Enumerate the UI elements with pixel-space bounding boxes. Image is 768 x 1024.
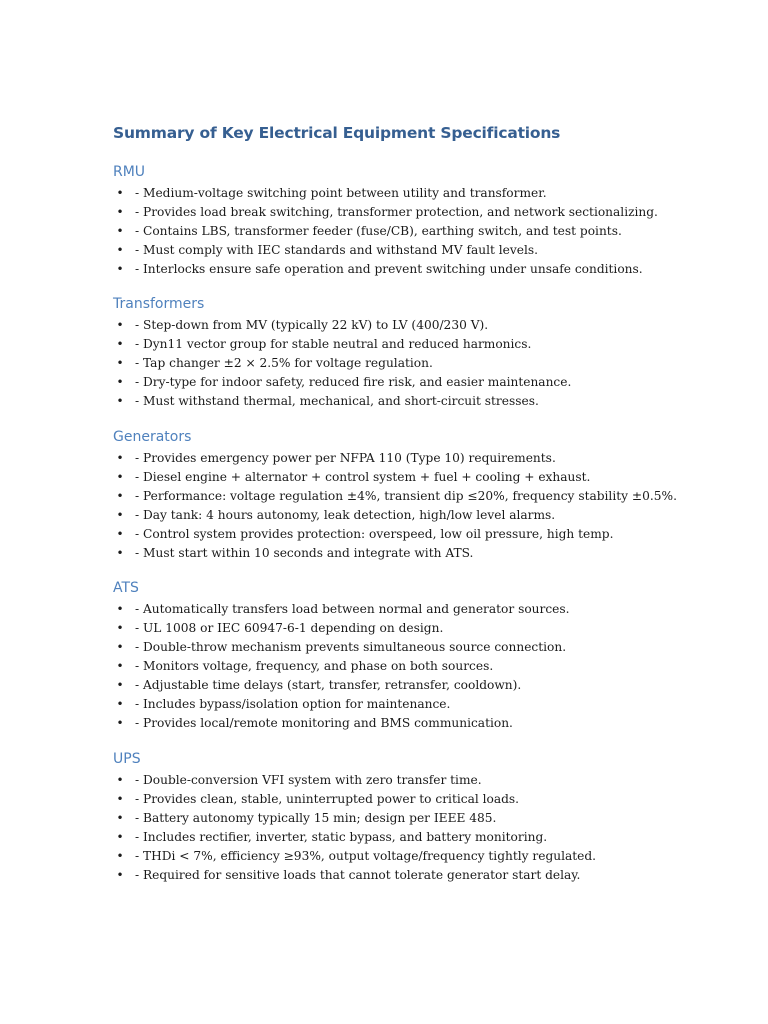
bullet-text: - UL 1008 or IEC 60947-6-1 depending on design.	[135, 621, 444, 635]
bullet-text: - Provides emergency power per NFPA 110 (Type 10) requirements.	[135, 451, 556, 465]
bullet-icon: •	[116, 224, 124, 238]
bullet-icon: •	[116, 621, 124, 635]
bullet-icon: •	[116, 470, 124, 484]
bullet-icon: •	[116, 640, 124, 654]
bullet-item	[113, 866, 733, 885]
bullet-item	[113, 184, 733, 203]
bullet-item	[113, 335, 733, 354]
bullet-list	[113, 771, 733, 885]
bullet-icon: •	[116, 716, 124, 730]
bullet-text: - Contains LBS, transformer feeder (fuse/CB), earthing switch, and test points.	[135, 224, 622, 238]
bullet-item	[113, 487, 733, 506]
bullet-text: - Control system provides protection: overspeed, low oil pressure, high temp.	[135, 527, 614, 541]
bullet-text: - Tap changer ±2 × 2.5% for voltage regulation.	[135, 356, 433, 370]
bullet-item	[113, 449, 733, 468]
bullet-icon: •	[116, 602, 124, 616]
bullet-icon: •	[116, 868, 124, 882]
bullet-item	[113, 222, 733, 241]
bullet-icon: •	[116, 337, 124, 351]
bullet-item	[113, 657, 733, 676]
bullet-text: - Medium-voltage switching point between utility and transformer.	[135, 186, 547, 200]
bullet-text: - Double-throw mechanism prevents simultaneous source connection.	[135, 640, 567, 654]
bullet-icon: •	[116, 489, 124, 503]
bullet-icon: •	[116, 659, 124, 673]
bullet-list	[113, 600, 733, 733]
bullet-item	[113, 771, 733, 790]
bullet-icon: •	[116, 811, 124, 825]
bullet-item	[113, 638, 733, 657]
bullet-icon: •	[116, 546, 124, 560]
bullet-text: - Automatically transfers load between normal and generator sources.	[135, 602, 570, 616]
section-rmu	[113, 162, 733, 279]
bullet-text: - Required for sensitive loads that cannot tolerate generator start delay.	[135, 868, 581, 882]
bullet-text: - Adjustable time delays (start, transfer, retransfer, cooldown).	[135, 678, 522, 692]
bullet-icon: •	[116, 830, 124, 844]
bullet-item	[113, 203, 733, 222]
bullet-icon: •	[116, 186, 124, 200]
section-heading: RMU	[113, 164, 146, 180]
bullet-text: - Diesel engine + alternator + control system + fuel + cooling + exhaust.	[135, 470, 591, 484]
bullet-item	[113, 847, 733, 866]
section-heading: Generators	[113, 429, 192, 445]
bullet-icon: •	[116, 697, 124, 711]
bullet-list	[113, 316, 733, 411]
bullet-list	[113, 449, 733, 563]
bullet-item	[113, 525, 733, 544]
bullet-text: - Double-conversion VFI system with zero transfer time.	[135, 773, 482, 787]
bullet-text: - Dyn11 vector group for stable neutral and reduced harmonics.	[135, 337, 532, 351]
bullet-text: - Dry-type for indoor safety, reduced fire risk, and easier maintenance.	[135, 375, 572, 389]
bullet-text: - Step-down from MV (typically 22 kV) to LV (400/230 V).	[135, 318, 489, 332]
bullet-text: - Day tank: 4 hours autonomy, leak detection, high/low level alarms.	[135, 508, 556, 522]
section-transformers	[113, 294, 733, 411]
section-heading: ATS	[113, 580, 139, 596]
bullet-item	[113, 695, 733, 714]
bullet-icon: •	[116, 792, 124, 806]
bullet-icon: •	[116, 678, 124, 692]
bullet-icon: •	[116, 849, 124, 863]
bullet-item	[113, 241, 733, 260]
bullet-text: - Includes rectifier, inverter, static bypass, and battery monitoring.	[135, 830, 548, 844]
bullet-item	[113, 600, 733, 619]
bullet-text: - Provides load break switching, transformer protection, and network sectionalizing.	[135, 205, 658, 219]
bullet-text: - Interlocks ensure safe operation and prevent switching under unsafe conditions.	[135, 262, 643, 276]
section-generators	[113, 427, 733, 563]
bullet-item	[113, 544, 733, 563]
bullet-icon: •	[116, 243, 124, 257]
bullet-item	[113, 676, 733, 695]
section-ats	[113, 578, 733, 733]
bullet-item	[113, 790, 733, 809]
bullet-item	[113, 828, 733, 847]
bullet-text: - Provides local/remote monitoring and BMS communication.	[135, 716, 513, 730]
bullet-icon: •	[116, 508, 124, 522]
bullet-item	[113, 468, 733, 487]
document-title: Summary of Key Electrical Equipment Specifications	[113, 124, 561, 142]
section-heading: Transformers	[113, 296, 205, 312]
bullet-text: - THDi < 7%, efficiency ≥93%, output voltage/frequency tightly regulated.	[135, 849, 597, 863]
bullet-item	[113, 714, 733, 733]
bullet-item	[113, 354, 733, 373]
bullet-list	[113, 184, 733, 279]
bullet-text: - Performance: voltage regulation ±4%, transient dip ≤20%, frequency stability ±0.5%.	[135, 489, 677, 503]
bullet-icon: •	[116, 527, 124, 541]
section-heading: UPS	[113, 751, 141, 767]
bullet-text: - Monitors voltage, frequency, and phase on both sources.	[135, 659, 494, 673]
bullet-item	[113, 316, 733, 335]
bullet-icon: •	[116, 356, 124, 370]
bullet-icon: •	[116, 318, 124, 332]
bullet-text: - Must start within 10 seconds and integrate with ATS.	[135, 546, 474, 560]
section-ups	[113, 749, 733, 885]
bullet-icon: •	[116, 394, 124, 408]
bullet-icon: •	[116, 773, 124, 787]
bullet-icon: •	[116, 262, 124, 276]
bullet-item	[113, 619, 733, 638]
bullet-item	[113, 809, 733, 828]
bullet-text: - Battery autonomy typically 15 min; design per IEEE 485.	[135, 811, 497, 825]
bullet-text: - Includes bypass/isolation option for maintenance.	[135, 697, 451, 711]
bullet-item	[113, 373, 733, 392]
bullet-item	[113, 506, 733, 525]
bullet-text: - Must withstand thermal, mechanical, and short-circuit stresses.	[135, 394, 539, 408]
bullet-item	[113, 260, 733, 279]
bullet-item	[113, 392, 733, 411]
bullet-text: - Must comply with IEC standards and withstand MV fault levels.	[135, 243, 538, 257]
bullet-text: - Provides clean, stable, uninterrupted power to critical loads.	[135, 792, 520, 806]
bullet-icon: •	[116, 375, 124, 389]
bullet-icon: •	[116, 205, 124, 219]
bullet-icon: •	[116, 451, 124, 465]
